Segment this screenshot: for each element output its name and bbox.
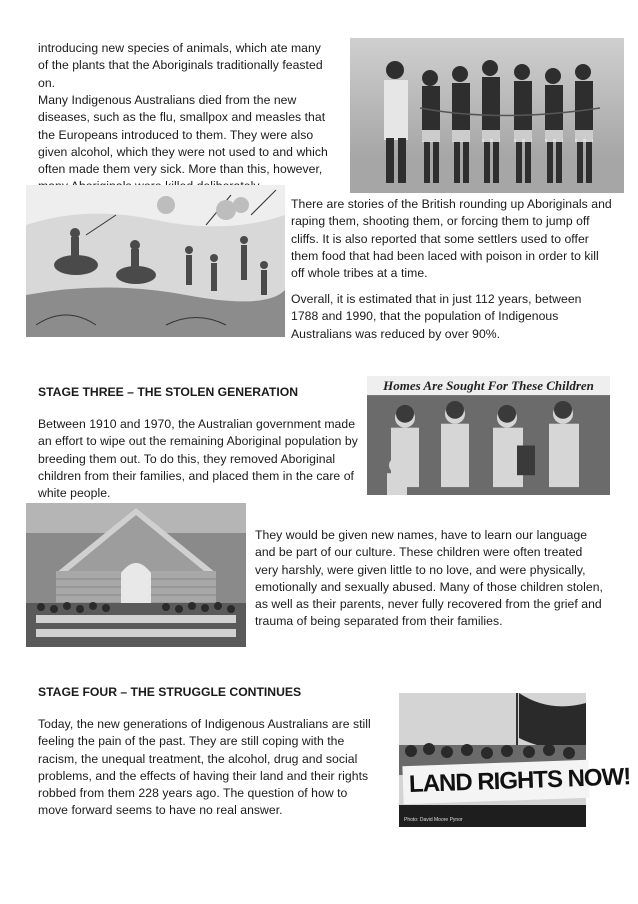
stage2-paragraph-2: Many Indigenous Australians died from the new diseases, such as the flu, smallpox and measles that the Europeans introduced to them. They were also given alcohol, which they were not used to and which often made them very sick. More than this, however, [38, 93, 328, 177]
stolen-children-newspaper-photo [367, 376, 610, 495]
stage3-paragraph-2: They would be given new names, have to learn our language and be part of our culture. These children were often treated very harshly, were given little to no love, and were physically, emotionally and sexually abused. Many of those children stolen, as well as their parents, never fully recovered from the grief and trauma of being separated from their families. [255, 528, 603, 629]
church-mission-group-photo [26, 503, 246, 647]
stage2-paragraph-3: There are stories of the British rounding up Aboriginals and raping them, shooting them, or forcing them to jump off cliffs. It is also reported that some settlers used to offer them food that had been laced with poison in order to kill off whole tribes at a time. [291, 197, 612, 281]
stage2-paragraph-4: Overall, it is estimated that in just 112 years, between 1788 and 1990, that the population of Indigenous Australians was reduced by over 90%. [291, 292, 582, 341]
land-rights-protest-photo [399, 693, 631, 827]
protest-banner-text: LAND RIGHTS NOW! [402, 760, 589, 804]
stage3-heading: STAGE THREE – THE STOLEN GENERATION [38, 385, 299, 399]
aboriginal-men-chained-photo [350, 38, 624, 193]
colonial-attack-engraving [26, 185, 285, 337]
photo-credit: Photo: David Moore Pynor [404, 817, 463, 823]
stage3-paragraph-1: Between 1910 and 1970, the Australian government made an effort to wipe out the remaining Aboriginal population by breeding them out. To do this, they removed Aboriginal children from their families, and placed them in the care of white people. [38, 417, 358, 501]
newspaper-headline: Homes Are Sought For These Children [367, 376, 610, 396]
stage2-paragraph-1: introducing new species of animals, which ate many of the plants that the Aboriginals traditionally feasted on. [38, 41, 323, 90]
stage4-paragraph-1: Today, the new generations of Indigenous Australians are still feeling the pain of the past. They are still coping with the racism, the unequal treatment, the alcohol, drug and social problems, and the effects of having their land and their rights robbed from them 228 years ago. The question of how to move forward seems to have no real answer. [38, 717, 371, 818]
stage4-heading: STAGE FOUR – THE STRUGGLE CONTINUES [38, 685, 302, 699]
